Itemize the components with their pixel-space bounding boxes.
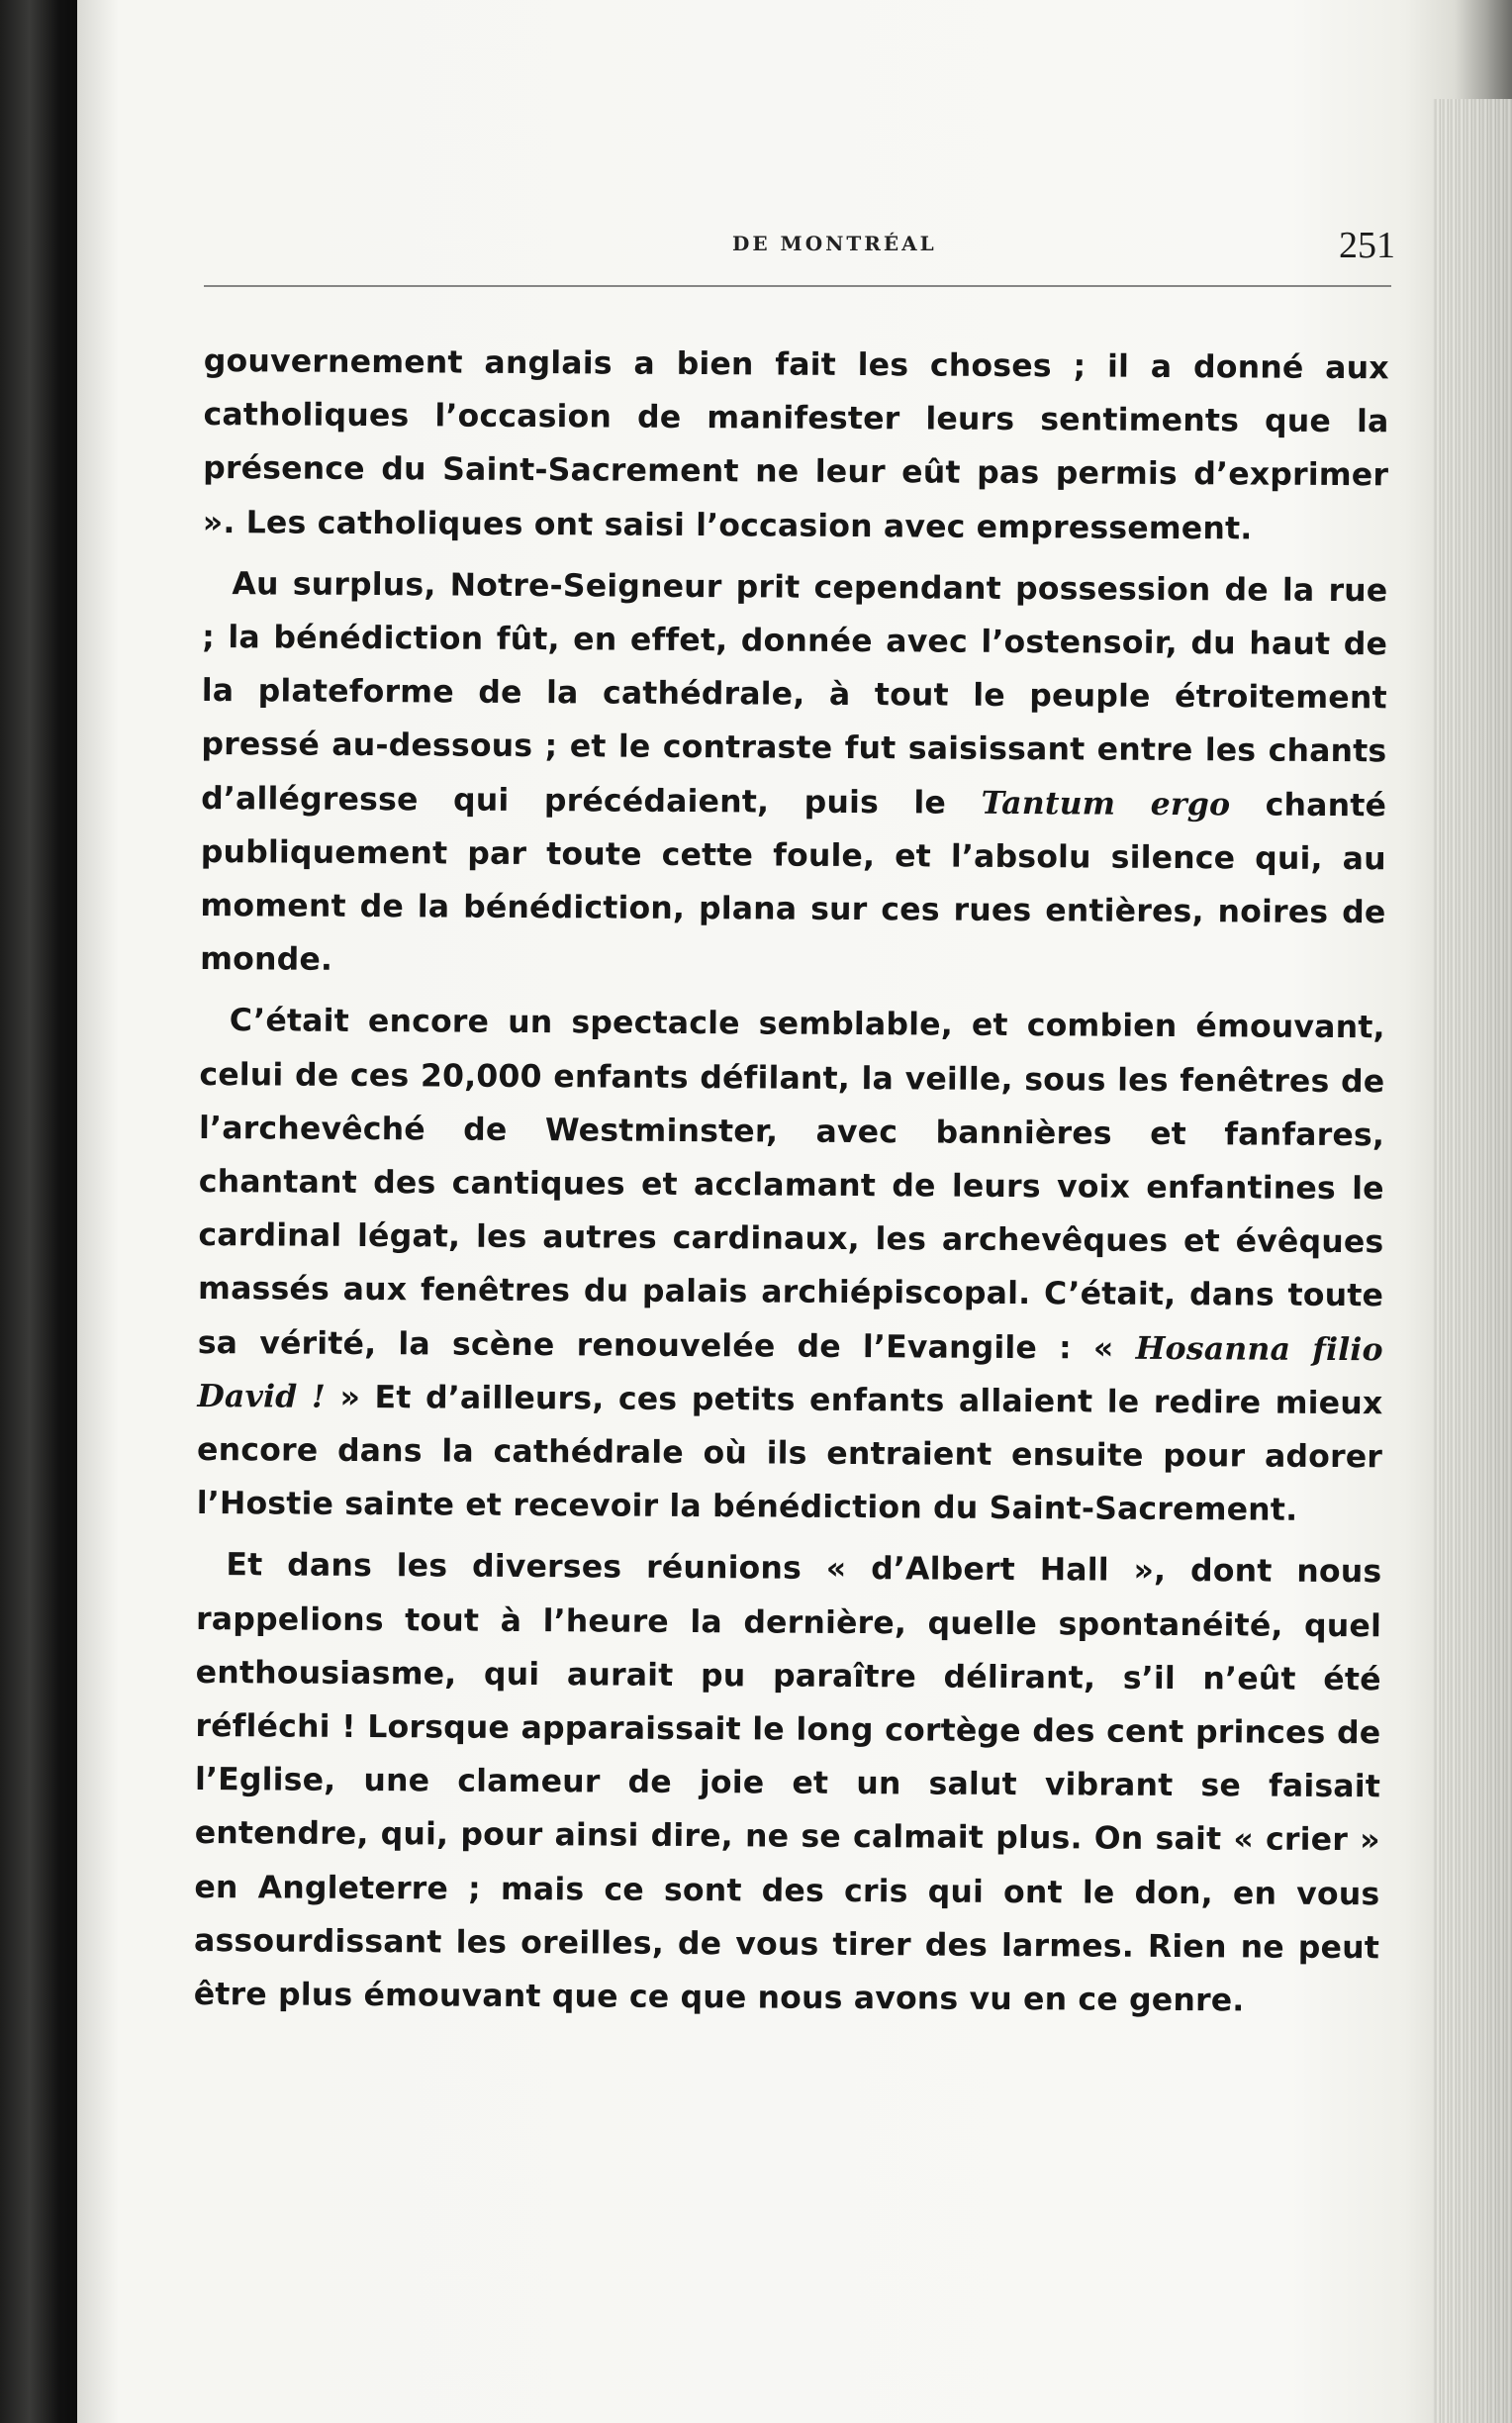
text-segment: chanté publiquement par toute cette foule, et l’absolu silence qui, au moment de la bénédiction, plana sur ces rues entières, noires de monde. [200,786,1387,979]
book-spine-edge [0,0,77,2423]
italic-text: Hosanna filio David ! [197,1329,1383,1415]
body-text [194,335,1389,2037]
paragraph [194,1538,1382,2028]
paragraph [200,557,1388,994]
header-rule [204,285,1391,287]
page-number: 251 [1339,225,1395,266]
italic-text: Tantum ergo [981,784,1231,823]
paragraph [203,335,1389,556]
paragraph [197,994,1385,1537]
text-segment: C’était encore un spectacle semblable, et combien émouvant, celui de ces 20,000 enfants défilant, la veille, sous les fenêtres de l’archevêché de Westminster, avec bannières et fanfares, chantant des cantiques et acclamant de leurs voix enfantines le cardinal légat, les autres cardinaux, les archevêques et évêques massés aux fenêtres du palais archiépiscopal. C’était, dans toute sa vérité, la scène renouvelée de l’Evangile : « [197,1003,1385,1367]
running-head: DE MONTRÉAL [732,232,937,255]
text-segment: » Et d’ailleurs, ces petits enfants allaient le redire mieux encore dans la cathédrale où ils entraient ensuite pour adorer l’Hostie sainte et recevoir la bénédiction du Saint-Sacrement. [196,1379,1383,1529]
text-segment: gouvernement anglais a bien fait les choses ; il a donné aux catholiques l’occasion de manifester leurs sentiments que la présence du Saint-Sacrement ne leur eût pas permis d’exprimer ». Les catholiques ont saisi l’occasion avec empressement. [202,342,1389,547]
page-header [208,224,1395,273]
text-segment: Au surplus, Notre-Seigneur prit cependant possession de la rue ; la bénédiction fût, en effet, donnée avec l’ostensoir, du haut de la plateforme de la cathédrale, à tout le peuple étroitement pressé au-dessous ; et le contraste fut saisissant entre les chants d’allégresse qui précédaient, puis le [201,565,1388,822]
text-segment: Et dans les diverses réunions « d’Albert Hall », dont nous rappelions tout à l’heure la dernière, quelle spontanéité, quel enthousiasme, qui aurait pu paraître délirant, s’il n’eût été réfléchi ! Lorsque apparaissait le long cortège des cent princes de l’Eglise, une clameur de joie et un salut vibrant se faisait entendre, qui, pour ainsi dire, ne se calmait plus. On sait « crier » en Angleterre ; mais ce sont des cris qui ont le don, en vous assourdissant les oreilles, de vous tirer des larmes. Rien ne peut être plus émouvant que ce que nous avons vu en ce genre. [193,1547,1382,2019]
page-stack-edge [1433,99,1512,2423]
book-page [109,0,1425,2423]
